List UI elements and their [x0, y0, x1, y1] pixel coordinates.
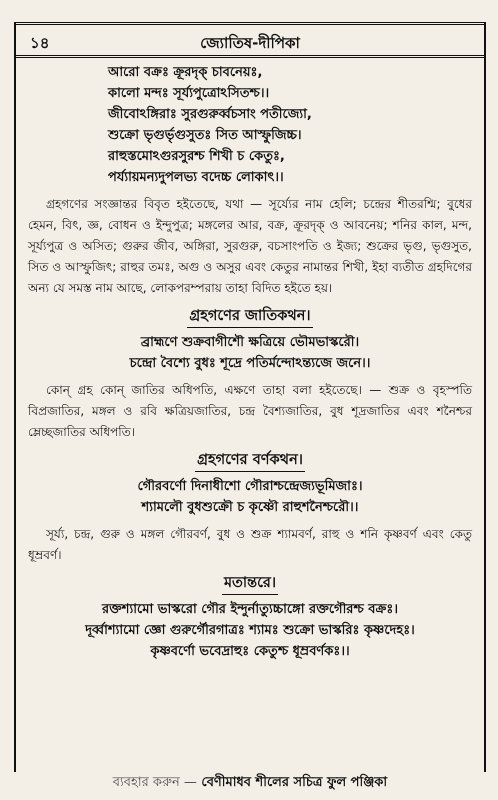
verse-line: আরো বক্রঃ ক্রূরদৃক্ চাবনেয়ঃ,	[108, 65, 263, 80]
section-heading-colour	[28, 449, 472, 472]
verse-line: দূর্ব্বাশ্যামো জ্ঞো গুরুর্গৌরগাত্রঃ শ্যামঃ শুক্রো ভাস্করিঃ কৃষ্ণদেহঃ।	[85, 623, 415, 638]
sanskrit-verse-planet-names	[28, 62, 472, 188]
page-number: ১৪	[30, 34, 50, 52]
heading-text: মতান্তরে।	[222, 573, 278, 595]
section-heading-caste	[28, 305, 472, 328]
footer-text: বেণীমাধব শীলের সচিত্র ফুল পঞ্জিকা	[201, 775, 388, 790]
verse-line: রাহুস্তমোঽগুরসুরশ্চ শিখী চ কেতুঃ,	[108, 149, 285, 164]
heading-text: গ্রহগণের জাতিকথন।	[187, 306, 312, 328]
paragraph-colour: সূর্য্য, চন্দ্র, গুরু ও মঙ্গল গৌরবর্ণ, বুধ ও শুক্র শ্যামবর্ণ, রাহু ও শনি কৃষ্ণবর্ণ এবং কেতু ধূম্রবর্ণ।	[28, 527, 472, 562]
page-header	[16, 22, 484, 58]
verse-line: রক্তশ্যামো ভাস্করো গৌর ইন্দুর্নাত্যুচ্চাঙ্গো রক্তগৌরশ্চ বক্রঃ।	[102, 602, 398, 617]
book-page	[14, 22, 486, 772]
heading-text: গ্রহগণের বর্ণকথন।	[195, 450, 305, 472]
sanskrit-verse-alternate	[28, 599, 472, 662]
page-content	[28, 62, 472, 662]
verse-line: জীবোঽঙ্গিরাঃ সুরগুরুর্ব্বচসাং পতীজ্যো,	[108, 107, 312, 122]
verse-line: চন্দ্রো বৈশ্যে বুধঃ শূদ্রে পতির্মন্দোঽন্ত্যজে জনে।।	[129, 356, 371, 371]
footer-lead: ব্যবহার করুন —	[112, 775, 197, 790]
sanskrit-verse-caste	[28, 332, 472, 374]
paragraph-planet-synonyms: গ্রহগণের সংজ্ঞান্তর বিবৃত হইতেছে, যথা — সূর্য্যের নাম হেলি; চন্দ্রের শীতরশ্মি; বুধের হেমন, বিৎ, জ্ঞ, বোধন ও ইন্দুপুত্র; মঙ্গলের আর, বক্র, ক্রূরদৃক্ ও আবনেয়; শনির কাল, মন্দ, সূর্য্যপুত্র ও অসিত; গুরুর জীব, অঙ্গিরা, সুরগুরু, বচসাংপতি ও ইজ্য; শুক্রের ভৃগু, ভৃগুসুত, সিত ও আস্ফুজিৎ; রাহুর তমঃ, অগু ও অসুর এবং কেতুর নামান্তর শিখী, ইহা ব্যতীত গ্রহদিগের অন্য যে সমস্ত নাম আছে, লোকপরম্পরায় তাহা বিদিত হইতে হয়।	[28, 197, 472, 295]
verse-line: শুক্রো ভৃগুর্ভৃগুসুতঃ সিত আস্ফুজিচ্চ।	[108, 128, 302, 143]
verse-line: শ্যামলৌ বুধশুক্রৌ চ কৃষ্ণৌ রাহুশনৈশ্চরৌ।।	[141, 500, 359, 515]
sanskrit-verse-colour	[28, 476, 472, 518]
verse-line: পর্য্যায়মন্যদুপলভ্য বদেচ্চ লোকাৎ।।	[108, 170, 284, 185]
page-footer	[14, 770, 486, 796]
verse-line: ব্রাহ্মণে শুক্রবাগীশৌ ক্ষত্রিয়ে ভৌমভাস্করৌ।	[140, 335, 360, 350]
paragraph-caste: কোন্ গ্রহ কোন্ জাতির অধিপতি, এক্ষণে তাহা বলা হইতেছে। — শুক্র ও বৃহস্পতি বিপ্রজাতির, মঙ্গল ও রবি ক্ষত্রিয়জাতির, চন্দ্র বৈশ্যজাতির, বুধ শূদ্রজাতির এবং শনৈশ্চর ম্লেচ্ছজাতির অধিপতি।	[28, 383, 472, 439]
section-heading-alternate-view	[28, 572, 472, 595]
verse-line: গৌরবর্ণো দিনাধীশো গৌরাশ্চন্দ্রেজ্যভূমিজাঃ।	[137, 479, 363, 494]
verse-line: কালো মন্দঃ সূর্য্যপুত্রোঽসিতশ্চ।।	[108, 86, 270, 101]
running-title: জ্যোতিষ-দীপিকা	[200, 34, 300, 52]
verse-line: কৃষ্ণবর্ণো ভবেদ্রাহুঃ কেতুশ্চ ধূম্রবর্ণকঃ।।	[150, 644, 350, 659]
